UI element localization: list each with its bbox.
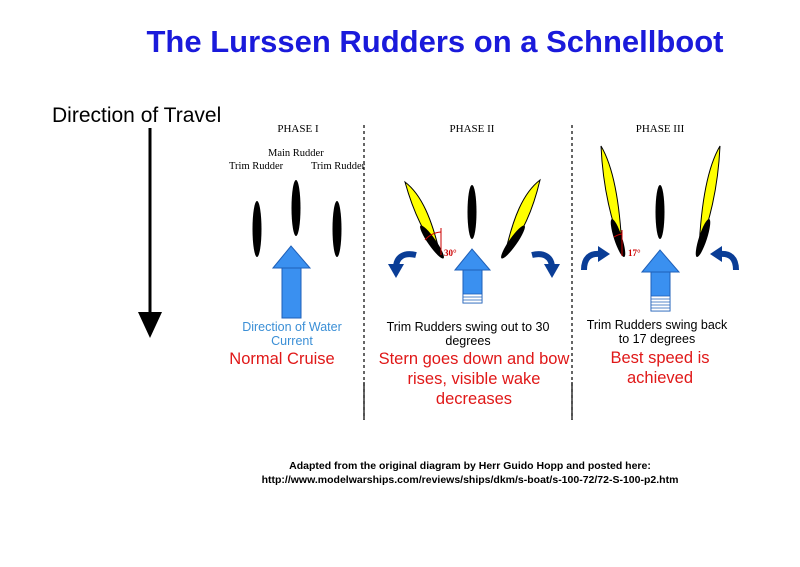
water-current-arrow bbox=[273, 246, 310, 318]
trim-rudder-left-label: Trim Rudder bbox=[229, 161, 284, 172]
phase3-angle-label: 17° bbox=[628, 248, 641, 258]
phase3-main-rudder bbox=[656, 185, 665, 239]
phase3-heading: PHASE III bbox=[635, 123, 685, 135]
main-rudder-label: Main Rudder bbox=[268, 148, 324, 159]
phase2-angle-label: 30° bbox=[444, 248, 457, 258]
phase3-caption: Trim Rudders swing back to 17 degrees bbox=[586, 318, 728, 346]
credit-line-1: Adapted from the original diagram by Herr Guido Hopp and posted here: bbox=[289, 460, 651, 472]
phase2-water-arrow bbox=[455, 249, 490, 303]
phase2-caption: Trim Rudders swing out to 30 degrees bbox=[386, 320, 550, 348]
phase3-result: Best speed is achieved bbox=[610, 349, 710, 387]
phase3-left-turn-arrow bbox=[584, 246, 610, 270]
phase3-water-arrow bbox=[642, 250, 679, 311]
diagram-title: The Lurssen Rudders on a Schnellboot bbox=[146, 24, 724, 59]
phase2-main-rudder bbox=[468, 185, 477, 239]
phase2-left-turn-arrow bbox=[388, 254, 416, 278]
phase2-result: Stern goes down and bow rises, visible wake decreases bbox=[378, 350, 570, 408]
main-rudder bbox=[292, 180, 301, 236]
phase2-left-trim-rudder bbox=[405, 182, 447, 261]
phase3-right-turn-arrow bbox=[710, 246, 736, 270]
phase2-right-trim-rudder bbox=[498, 180, 540, 261]
trim-rudder-right bbox=[333, 201, 342, 257]
trim-rudder-right-label: Trim Rudder bbox=[311, 161, 366, 172]
source-credit bbox=[0, 459, 800, 487]
phase1-result: Normal Cruise bbox=[229, 350, 335, 368]
phase3-left-trim-rudder bbox=[601, 146, 628, 258]
direction-of-travel-label: Direction of Travel bbox=[52, 104, 222, 127]
phase3-right-trim-rudder bbox=[693, 146, 720, 258]
water-current-caption: Direction of Water Current bbox=[242, 320, 342, 348]
credit-url[interactable]: http://www.modelwarships.com/reviews/ships/dkm/s-boat/s-100-72/72-S-100-p2.htm bbox=[261, 474, 679, 486]
phase1-heading: PHASE I bbox=[277, 123, 319, 135]
phase2-right-turn-arrow bbox=[532, 254, 560, 278]
direction-arrow bbox=[138, 128, 162, 338]
trim-rudder-left bbox=[253, 201, 262, 257]
phase2-heading: PHASE II bbox=[449, 123, 495, 135]
